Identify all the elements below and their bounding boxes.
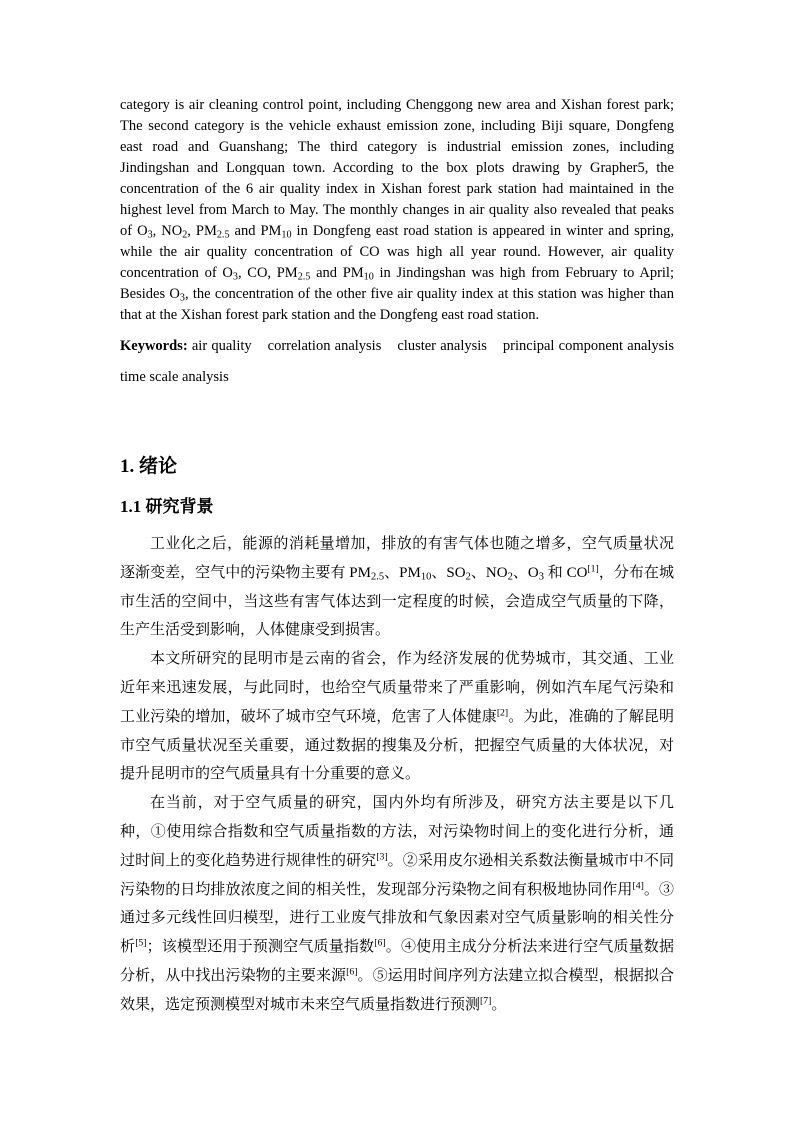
citation: [6] xyxy=(346,966,358,978)
section-heading: 1. 绪论 xyxy=(120,456,178,477)
keyword: cluster analysis xyxy=(397,338,487,354)
citation: [1] xyxy=(587,563,599,575)
abstract-text: category is air cleaning control point, including Chenggong new area and Xishan forest park; The second category is the vehicle exhaust emission zone, including Biji square, Dongfeng east road and Guanshang; The third category is industrial emission zones, including Jindingshan and Longquan town. According to the box plots drawing by Grapher5, the concentration of the 6 air quality index in Xishan forest park station had maintained in the highest level from March to May. The monthly changes in air quality also revealed that peaks of $O_3$, $NO_2$, $PM_{2.5}$ and $PM_{10}$ in Dongfeng east road station is appeared in winter and spring, while the air quality concentration of CO was high all year round. However, air quality concentration of $O_3$, CO, $PM_{2.5}$ and $PM_{10}$ in Jindingshan was high from February to April; Besides $O_3$, the concentration of the other five air quality index at this station was higher than that at the Xishan forest park station and the Dongfeng east road station. xyxy=(120,97,674,323)
paragraph: 本文所研究的昆明市是云南的省会，作为经济发展的优势城市，其交通、工业近年来迅速发展，与此同时，也给空气质量带来了严重影响，例如汽车尾气污染和工业污染的增加，破坏了城市空气环境，危害了人体健康[2]。为此，准确的了解昆明市空气质量状况至关重要，通过数据的搜集及分析，把握空气质量的大体状况，对提升昆明市的空气质量具有十分重要的意义。 xyxy=(120,651,674,783)
paragraph: 在当前，对于空气质量的研究，国内外均有所涉及，研究方法主要是以下几种，①使用综合指数和空气质量指数的方法，对污染物时间上的变化进行分析，通过时间上的变化趋势进行规律性的研究[3]。②采用皮尔逊相关系数法衡量城市中不同污染物的日均排放浓度之间的相关性，发现部分污染物之间有积极地协同作用[4]。③通过多元线性回归模型，进行工业废气排放和气象因素对空气质量影响的相关性分析[5]；该模型还用于预测空气质量指数[6]。④使用主成分分析法来进行空气质量数据分析，从中找出污染物的主要来源[6]。⑤运用时间序列方法建立拟合模型，根据拟合效果，选定预测模型对城市未来空气质量指数进行预测[7]。 xyxy=(120,795,674,1013)
paragraph: 工业化之后，能源的消耗量增加，排放的有害气体也随之增多，空气质量状况逐渐变差，空气中的污染物主要有 $PM_{2.5}$、$PM_{10}$、$SO_2$、$NO_2$、$O_3$ 和 CO[1]，分布在城市生活的空间中，当这些有害气体达到一定程度的时候，会造成空气质量的下降，生产生活受到影响，人体健康受到损害。 xyxy=(120,536,674,639)
page-content xyxy=(120,95,674,1013)
body-text xyxy=(120,530,674,1020)
keyword: air quality xyxy=(191,338,252,354)
citation: [3] xyxy=(376,851,388,863)
citation: [2] xyxy=(496,707,509,719)
keywords-label: Keywords: xyxy=(120,338,188,354)
citation: [6] xyxy=(374,937,386,949)
keywords xyxy=(120,331,674,393)
subsection-heading: 1.1 研究背景 xyxy=(120,497,214,516)
citation: [5] xyxy=(135,937,147,949)
citation: [4] xyxy=(632,880,644,892)
keyword: time scale analysis xyxy=(120,369,229,385)
keyword: correlation analysis xyxy=(267,338,382,354)
citation: [7] xyxy=(480,995,492,1007)
keyword: principal component analysis xyxy=(502,338,674,354)
